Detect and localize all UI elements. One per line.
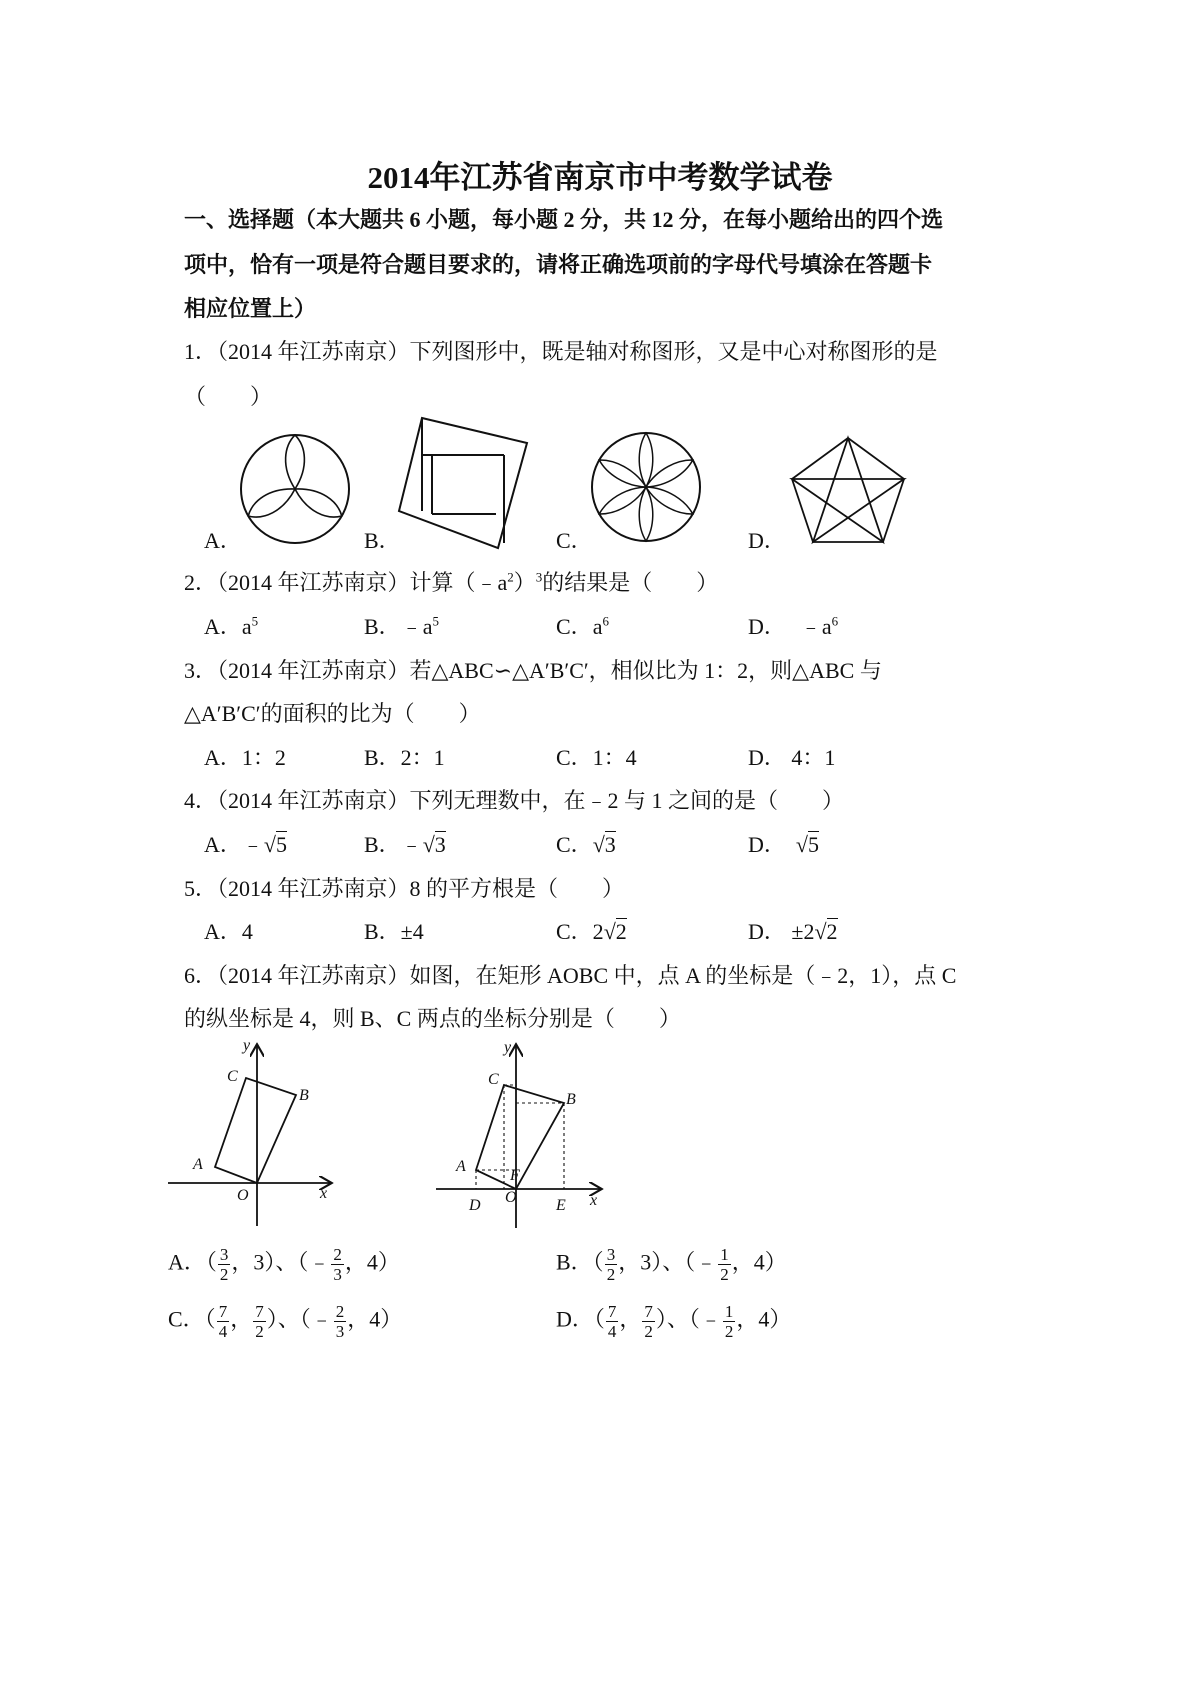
q6-fig1-rectangle	[215, 1078, 296, 1183]
q6-fig2-label-a: A	[456, 1158, 466, 1175]
q5-option-c	[556, 915, 627, 946]
q4-option-b-radicand: 3	[434, 832, 446, 857]
q1-option-a-label: A．	[204, 528, 242, 553]
q3-stem-line2: △A′B′C′的面积的比为（ ）	[184, 701, 481, 726]
q6-fig2-label-o: O	[505, 1189, 517, 1206]
numerator: 7	[607, 1302, 617, 1321]
q5-option-d-radicand: 2	[826, 919, 838, 944]
denominator: 2	[724, 1322, 734, 1341]
numerator: 2	[335, 1302, 345, 1321]
section-header-line1: 一、选择题（本大题共 6 小题，每小题 2 分，共 12 分，在每小题给出的四个选	[184, 207, 944, 232]
q4-option-a	[204, 828, 287, 859]
q1-figure-a	[238, 432, 353, 547]
q2-option-c	[556, 610, 609, 641]
numerator: 7	[644, 1302, 653, 1321]
denominator: 4	[607, 1322, 617, 1341]
q2-option-a-exp: 5	[251, 613, 259, 629]
numerator: 1	[720, 1245, 729, 1264]
q2-stem	[184, 566, 718, 597]
q3-option-a: A．1：2	[204, 745, 286, 770]
q5-option-d-label: D． ±2	[748, 919, 815, 944]
q4-option-c-radicand: 3	[604, 832, 616, 857]
q1-option-c-label: C．	[556, 528, 593, 553]
denominator: 2	[606, 1265, 616, 1284]
q2-option-b	[364, 610, 439, 641]
q6-option-c-sep3: ，4）	[347, 1306, 403, 1332]
q2-stem-exp-inner: 2	[507, 569, 514, 585]
q4-option-d-label: D．	[748, 832, 786, 857]
q6-option-a-label: A．（	[168, 1249, 217, 1275]
q6-option-b	[556, 1245, 787, 1284]
numerator: 3	[219, 1245, 229, 1264]
q6-fig1-label-o: O	[237, 1187, 249, 1204]
q2-option-d-label: D．	[748, 614, 786, 639]
sqrt-icon: √	[814, 919, 827, 944]
section-header-line2: 项中，恰有一项是符合题目要求的，请将正确选项前的字母代号填涂在答题卡	[184, 252, 933, 277]
numerator: 7	[218, 1302, 228, 1321]
q3-option-b: B．2：1	[364, 745, 445, 770]
q6-fig2-label-x: x	[590, 1192, 598, 1209]
q2-stem-mid: ）	[513, 570, 536, 595]
fraction	[331, 1245, 344, 1284]
q6-option-b-sep2: ，4）	[731, 1249, 787, 1275]
q3-option-c: C．1：4	[556, 745, 637, 770]
fraction	[253, 1302, 266, 1341]
q6-option-b-sep1: ，3）、（﹣	[618, 1249, 718, 1275]
sqrt-icon: √	[603, 919, 616, 944]
q6-option-b-label: B．（	[556, 1249, 604, 1275]
q5-option-c-radicand: 2	[615, 919, 627, 944]
sqrt-icon: √	[422, 832, 435, 857]
q6-option-c-sep1: ，	[230, 1306, 253, 1332]
q6-fig1-label-c: C	[227, 1068, 238, 1085]
sqrt-icon: √	[795, 832, 808, 857]
q6-fig1-label-b: B	[299, 1087, 309, 1104]
q6-option-d-sep3: ，4）	[736, 1306, 792, 1332]
q5-option-a: A．4	[204, 919, 253, 944]
q4-option-d	[748, 828, 819, 859]
q2-option-c-exp: 6	[602, 613, 609, 629]
denominator: 4	[218, 1322, 228, 1341]
fraction	[718, 1245, 731, 1284]
sqrt-icon: √	[592, 832, 605, 857]
denominator: 3	[335, 1322, 345, 1341]
q4-option-c	[556, 828, 616, 859]
q2-option-a-base: a	[241, 614, 252, 639]
q4-option-a-label: A．﹣	[204, 832, 264, 857]
q6-option-c-label: C．（	[168, 1306, 216, 1332]
q6-fig1-label-x: x	[320, 1185, 328, 1202]
q2-option-b-exp: 5	[432, 613, 439, 629]
q1-option-b-label: B．	[364, 528, 401, 553]
q2-option-d	[748, 610, 838, 641]
q1-stem-line1: 1．（2014 年江苏南京）下列图形中，既是轴对称图形，又是中心对称图形的是	[184, 339, 938, 364]
q6-fig2-label-e: E	[556, 1197, 566, 1214]
q4-option-a-radicand: 5	[275, 832, 287, 857]
q5-option-b: B．±4	[364, 919, 424, 944]
q5-option-d	[748, 915, 838, 946]
fraction	[217, 1302, 230, 1341]
q1-option-d-label: D．	[748, 528, 786, 553]
q6-option-a	[168, 1245, 400, 1284]
q5-stem: 5．（2014 年江苏南京）8 的平方根是（ ）	[184, 876, 625, 901]
q6-option-d	[556, 1302, 791, 1341]
q4-option-d-radicand: 5	[807, 832, 819, 857]
q2-option-d-exp: 6	[831, 613, 839, 629]
denominator: 2	[644, 1322, 653, 1341]
q6-option-a-sep2: ，4）	[344, 1249, 400, 1275]
q2-option-b-base: ﹣a	[400, 614, 433, 639]
q1-figure-d	[789, 436, 909, 546]
numerator: 1	[724, 1302, 734, 1321]
q4-option-b	[364, 828, 446, 859]
q2-option-a-label: A．	[204, 614, 242, 639]
q6-fig1-label-a: A	[193, 1156, 203, 1173]
q2-stem-post: 的结果是（ ）	[542, 570, 719, 595]
fraction	[605, 1245, 618, 1284]
q6-fig1-label-y: y	[243, 1037, 251, 1054]
q2-stem-exp-outer: 3	[535, 569, 543, 585]
q1-figure-c	[589, 430, 704, 545]
numerator: 3	[606, 1245, 616, 1264]
fraction	[723, 1302, 736, 1341]
q2-stem-pre: 2．（2014 年江苏南京）计算（﹣a	[184, 570, 508, 595]
fraction	[218, 1245, 231, 1284]
q6-fig2-rectangle	[476, 1085, 564, 1189]
q5-option-c-label: C．2	[556, 919, 604, 944]
q4-option-c-label: C．	[556, 832, 593, 857]
page-title: 2014年江苏省南京市中考数学试卷	[367, 160, 833, 195]
q6-fig2-label-c: C	[488, 1071, 499, 1088]
q6-option-a-sep1: ，3）、（﹣	[231, 1249, 331, 1275]
q6-option-d-sep1: ，	[619, 1306, 642, 1332]
denominator: 2	[219, 1265, 229, 1284]
fraction	[606, 1302, 619, 1341]
q6-stem-line1: 6．（2014 年江苏南京）如图，在矩形 AOBC 中，点 A 的坐标是（﹣2，1），点 C	[184, 963, 957, 988]
fraction	[642, 1302, 655, 1341]
q2-option-a	[204, 610, 258, 641]
q6-option-c-sep2: ）、（﹣	[266, 1306, 333, 1332]
q6-figure-2	[432, 1040, 612, 1230]
q6-fig2-label-b: B	[566, 1091, 576, 1108]
q2-option-c-base: a	[592, 614, 603, 639]
fraction	[334, 1302, 347, 1341]
q6-fig2-label-f: F	[510, 1167, 520, 1184]
q1-stem-line2: （ ）	[184, 384, 273, 409]
q6-option-d-sep2: ）、（﹣	[655, 1306, 722, 1332]
sqrt-icon: √	[263, 832, 276, 857]
q2-option-d-base: ﹣a	[799, 614, 832, 639]
q2-option-b-label: B．	[364, 614, 401, 639]
q4-option-b-label: B．﹣	[364, 832, 423, 857]
denominator: 2	[255, 1322, 264, 1341]
q6-option-d-label: D．（	[556, 1306, 605, 1332]
denominator: 2	[720, 1265, 729, 1284]
q6-stem-line2: 的纵坐标是 4，则 B、C 两点的坐标分别是（ ）	[184, 1006, 681, 1031]
q6-fig2-label-y: y	[504, 1039, 512, 1056]
numerator: 7	[255, 1302, 264, 1321]
q3-option-d: D． 4：1	[748, 745, 836, 770]
q4-stem: 4．（2014 年江苏南京）下列无理数中，在﹣2 与 1 之间的是（ ）	[184, 788, 845, 813]
q2-option-c-label: C．	[556, 614, 593, 639]
q3-stem-line1: 3．（2014 年江苏南京）若△ABC∽△A′B′C′，相似比为 1：2，则△ABC 与	[184, 658, 882, 683]
denominator: 3	[333, 1265, 342, 1284]
q6-option-c	[168, 1302, 402, 1341]
section-header-line3: 相应位置上）	[184, 296, 317, 321]
numerator: 2	[333, 1245, 342, 1264]
q6-figure-1	[160, 1037, 340, 1230]
q1-figure-b	[396, 415, 536, 550]
q6-fig2-label-d: D	[469, 1197, 481, 1214]
